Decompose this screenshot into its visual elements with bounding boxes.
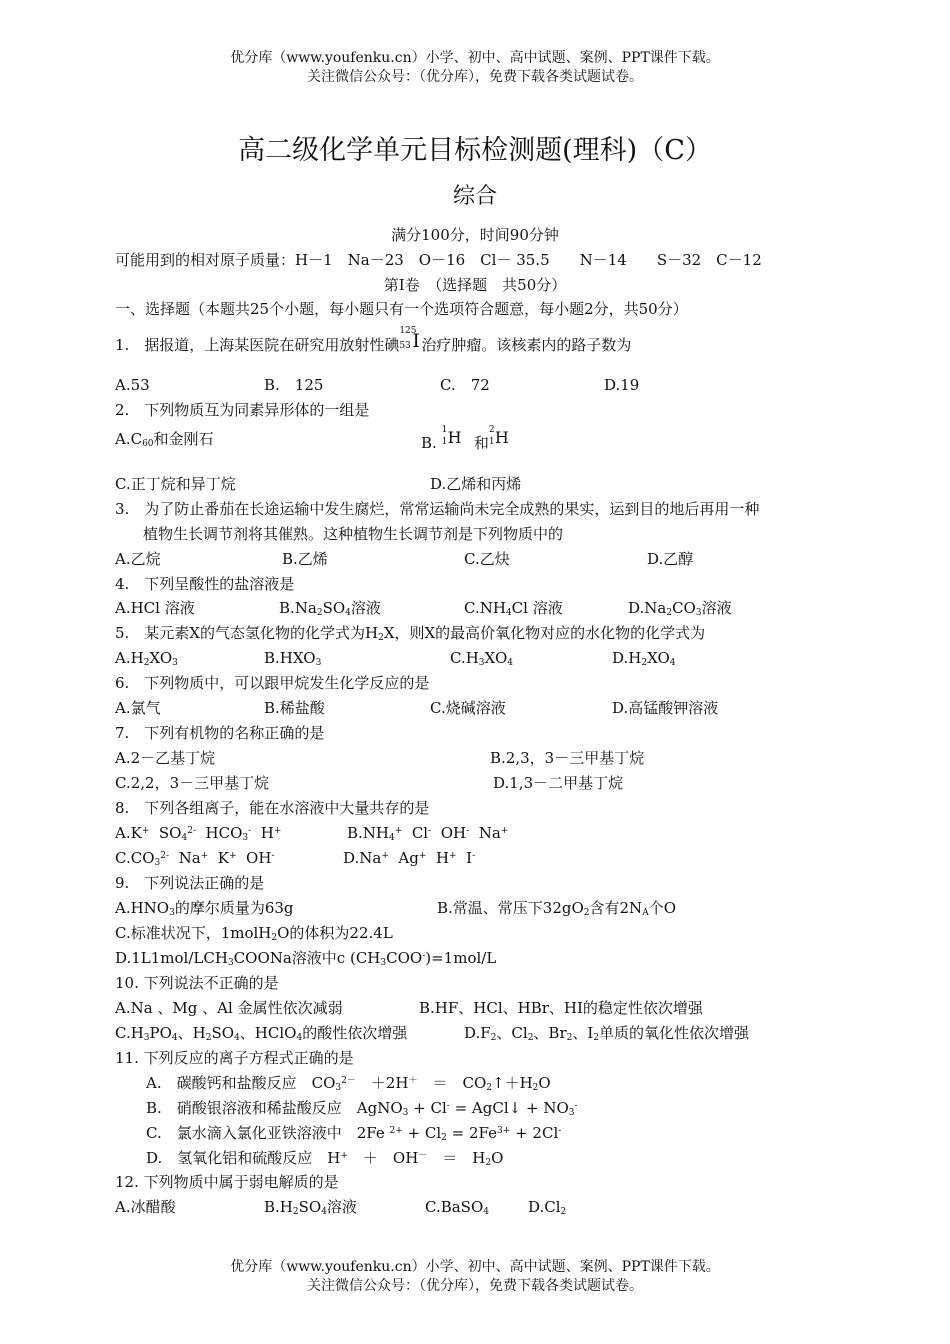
q2-option-b: B. 1 1 H 和 2 1 H (421, 425, 509, 452)
hydrogen-2-nuclide: 2 1 H (488, 425, 509, 447)
q9-option-c: C.标准状况下，1molH$_2$O的体积为22.4L (115, 924, 393, 943)
q9-option-a: $A.HNO_3$的摩尔质量为63g (115, 899, 294, 918)
score-time: 满分100分，时间90分钟 (391, 226, 559, 244)
q4-option-b: $B.Na_2SO_4$溶液 (279, 599, 381, 618)
q4-option-d: $D.Na_2CO_3$溶液 (628, 599, 732, 618)
header-line-2: 关注微信公众号：（优分库），免费下载各类试题试卷。 (307, 69, 643, 85)
question-8-stem: 8. 下列各组离子，能在水溶液中大量共存的是 (115, 799, 430, 817)
page-title: 高二级化学单元目标检测题(理科)（C） (238, 135, 712, 166)
footer-line-2: 关注微信公众号：（优分库），免费下载各类试题试卷。 (307, 1278, 643, 1294)
q8-option-b: $B.NH_4^+$ Cl- OH- Na+ (347, 824, 509, 843)
q3-option-a: A.乙烷 (115, 550, 161, 568)
page-subtitle: 综合 (452, 184, 497, 209)
q8-option-a: A.K+ $SO_4^{2-}$ $HCO_3^-$ H+ (115, 824, 282, 843)
q10-option-d: $D.F_2$、$Cl_2$、$Br_2$、$I_2$单质的氧化性依次增强 (464, 1024, 750, 1043)
q12-option-a: A.冰醋酸 (115, 1198, 176, 1216)
q1-option-c: C. 72 (440, 376, 490, 394)
q9-option-d: $D.1L1mol/LCH_3COONa$溶液中c $(CH_3COO^-)=1mol/L$ (115, 949, 497, 968)
q6-option-a: A.氯气 (115, 699, 161, 717)
q4-option-c: $C.NH_4Cl$ 溶液 (464, 599, 563, 618)
q12-option-d: $D.Cl_2$ (528, 1198, 567, 1217)
q11-option-d: D. 氢氧化铝和硫酸反应 H+ ＋ OH－ ＝ $H_2O$ (146, 1149, 504, 1168)
question-11-stem: 11. 下列反应的离子方程式正确的是 (115, 1049, 354, 1067)
hydrogen-1-nuclide: 1 1 H (441, 425, 462, 447)
q7-option-a: A.2－乙基丁烷 (115, 749, 216, 767)
question-3-stem-line-2: 植物生长调节剂将其催熟。这种植物生长调节剂是下列物质中的 (143, 525, 564, 543)
q5-option-b: $B.HXO_3$ (264, 649, 322, 668)
question-3-stem-line-1: 3. 为了防止番茄在长途运输中发生腐烂，常常运输尚未完全成熟的果实，运到目的地后再用一种 (115, 500, 760, 518)
q5-option-a: $A.H_2XO_3$ (115, 649, 178, 668)
q10-option-c: $C.H_3PO_4$、$H_2SO_4$、HClO$_4$的酸性依次增强 (115, 1024, 408, 1043)
atomic-masses: 可能用到的相对原子质量：H－1 Na－23 O－16 Cl－ 35.5 N－14 S－32 C－12 (115, 251, 762, 269)
q3-option-b: B.乙烯 (282, 550, 328, 568)
q11-option-b: B. 硝酸银溶液和稀盐酸反应 AgNO$_3$ + Cl- = AgCl↓ + $NO_3^-$ (146, 1099, 578, 1118)
question-2-stem: 2. 下列物质互为同素异形体的一组是 (115, 401, 370, 419)
question-6-stem: 6. 下列物质中，可以跟甲烷发生化学反应的是 (115, 674, 430, 692)
iodine-125-nuclide: 125 53 I (399, 326, 420, 352)
q9-option-b: B.常温、常压下$32gO_2$含有$2N_A$个O (437, 899, 676, 918)
question-9-stem: 9. 下列说法正确的是 (115, 874, 265, 892)
q3-option-d: D.乙醇 (647, 550, 694, 568)
question-5-stem: 5. 某元素X的气态氢化物的化学式为$H_2X$，则X的最高价氧化物对应的水化物的化学式为 (115, 624, 706, 643)
q11-option-a: A. 碳酸钙和盐酸反应 $CO_3^{2-}$ ＋2H＋ ＝ $CO_2↑+H_2O$ (146, 1074, 551, 1093)
q7-option-d: D.1,3－二甲基丁烷 (493, 774, 624, 792)
header-line-1: 优分库（www.youfenku.cn）小学、初中、高中试题、案例、PPT课件下载。 (230, 50, 720, 66)
q12-option-c: C.BaSO$_4$ (425, 1198, 489, 1217)
q12-option-b: $B.H_2SO_4$溶液 (264, 1198, 357, 1217)
q1-option-d: D.19 (604, 376, 640, 394)
section-heading: 一、选择题（本题共25个小题，每小题只有一个选项符合题意，每小题2分，共50分） (115, 300, 688, 318)
question-10-stem: 10. 下列说法不正确的是 (115, 974, 279, 992)
q6-option-d: D.高锰酸钾溶液 (612, 699, 719, 717)
q5-option-c: $C.H_3XO_4$ (450, 649, 513, 668)
q5-option-d: $D.H_2XO_4$ (612, 649, 676, 668)
q11-option-c: C. 氯水滴入氯化亚铁溶液中 2Fe $^{2+} + Cl_2 = 2Fe^{3+} + 2Cl^-$ (146, 1124, 562, 1143)
question-7-stem: 7. 下列有机物的名称正确的是 (115, 724, 325, 742)
q7-option-b: B.2,3，3－三甲基丁烷 (490, 749, 645, 767)
q2-option-c: C.正丁烷和异丁烷 (115, 475, 236, 493)
question-1-stem: 1. 据报道，上海某医院在研究用放射性碘 125 53 I 治疗肿瘤。该核素内的路子数为 (115, 326, 632, 354)
q1-option-b: B. 125 (264, 376, 324, 394)
q2-option-a: $A.C_{60}$和金刚石 (115, 430, 214, 449)
question-4-stem: 4. 下列呈酸性的盐溶液是 (115, 575, 295, 593)
q8-option-c: $C.CO_3^{2-}$ Na+ K+ OH- (115, 849, 275, 868)
q7-option-c: C.2,2，3－三甲基丁烷 (115, 774, 270, 792)
q2-option-d: D.乙烯和丙烯 (430, 475, 522, 493)
q6-option-c: C.烧碱溶液 (430, 699, 506, 717)
q6-option-b: B.稀盐酸 (264, 699, 325, 717)
q4-option-a: A.HCl 溶液 (115, 599, 195, 617)
footer-line-1: 优分库（www.youfenku.cn）小学、初中、高中试题、案例、PPT课件下载。 (230, 1259, 720, 1275)
volume-heading: 第I卷 （选择题 共50分） (383, 276, 567, 294)
q10-option-a: A.Na 、Mg 、Al 金属性依次减弱 (115, 999, 343, 1017)
q3-option-c: C.乙炔 (464, 550, 510, 568)
q10-option-b: B.HF、HCl、HBr、HI的稳定性依次增强 (419, 999, 703, 1017)
question-12-stem: 12. 下列物质中属于弱电解质的是 (115, 1173, 339, 1191)
q1-option-a: A.53 (115, 376, 150, 394)
q8-option-d: D.Na+ Ag+ H+ I- (343, 849, 476, 867)
